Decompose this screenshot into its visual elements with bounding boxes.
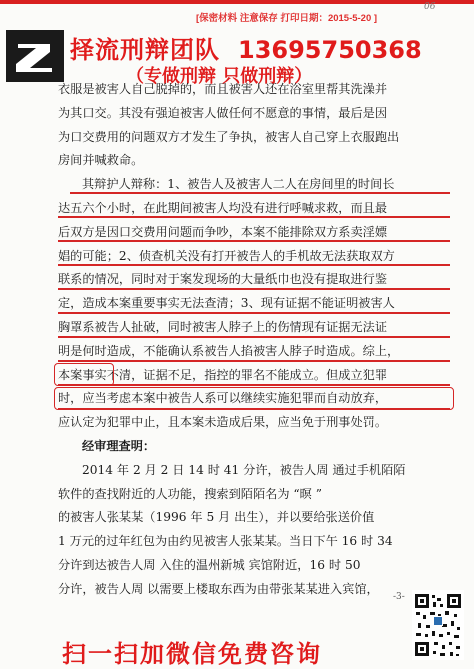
text-line: 房间并喊救命。	[58, 153, 144, 168]
red-underline	[58, 384, 450, 386]
text-line: 软件的查找附近的人功能，搜索到陌陌名为 “暝 ”	[58, 486, 322, 501]
banner-subtitle: （专做刑辩 只做刑辩）	[126, 66, 313, 87]
text-line: 本案事实不清，证据不足，指控的罪名不能成立。但成立犯罪	[58, 367, 388, 382]
red-underline	[58, 264, 450, 266]
text-line: 为口交费用的问题双方才发生了争执，被害人自己穿上衣服跑出	[58, 129, 400, 144]
text-line: 1 万元的过年红包为由约见被害人张某某。当日下午 16 时 34	[58, 534, 393, 549]
red-underline	[58, 336, 450, 338]
red-circle-mark	[54, 363, 114, 386]
text-line: 的被害人张某某（1996 年 5 月 出生），并以要给张送价值	[58, 510, 375, 525]
text-line: 胸罩系被告人扯破，同时被害人脖子上的伤情现有证据无法证	[58, 319, 388, 334]
print-header-note: [保密材料 注意保存 打印日期：2015-5-20 ]	[196, 13, 378, 24]
footer-consult-text: 扫一扫加微信免费咨询	[62, 640, 322, 668]
text-line: 为其口交。其没有强迫被害人做任何不愿意的事情，最后是因	[58, 105, 388, 120]
banner-phone: 13695750368	[238, 36, 422, 64]
banner-title	[70, 30, 422, 65]
text-line: 明是何时造成，不能确认系被告人掐被害人脖子时造成。综上，	[58, 343, 400, 358]
red-underline	[58, 240, 450, 242]
red-underline	[70, 192, 450, 194]
page-number: -3-	[393, 592, 405, 602]
text-line: 应认定为犯罪中止，且本案未造成后果，应当免于刑事处罚。	[58, 415, 388, 430]
text-line: 联系的情况，同时对于案发现场的大量纸巾也没有提取进行鉴	[58, 272, 388, 287]
text-line: 分许到达被告人周 入住的温州新城 宾馆附近，16 时 50	[58, 557, 361, 572]
red-underline	[58, 312, 450, 314]
top-red-rule	[0, 0, 474, 4]
handwritten-page-number: 06	[424, 2, 436, 12]
qr-code-icon	[412, 590, 464, 660]
text-line: 其辩护人辩称：1、被告人及被害人二人在房间里的时间长	[82, 177, 395, 192]
red-underline	[58, 360, 450, 362]
red-underline	[58, 288, 450, 290]
text-line: 定，造成本案重要事实无法查清；3、现有证据不能证明被害人	[58, 296, 395, 311]
text-line: 后双方是因口交费用问题而争吵，本案不能排除双方系卖淫嫖	[58, 224, 388, 239]
text-line: 2014 年 2 月 2 日 14 时 41 分许，被告人周 通过手机陌陌	[82, 462, 406, 477]
team-logo-icon	[6, 30, 64, 82]
text-line: 娼的可能；2、侦查机关没有打开被告人的手机故无法获取双方	[58, 248, 395, 263]
red-underline	[58, 216, 450, 218]
text-line: 衣服是被害人自己脱掉的，而且被害人还在浴室里帮其洗澡并	[58, 82, 388, 96]
red-circle-mark	[54, 387, 454, 410]
text-line: 达五六个小时，在此期间被害人均没有进行呼喊求救，而且最	[58, 200, 388, 215]
banner-team-name: 择流刑辩团队	[70, 36, 220, 64]
document-body	[58, 78, 450, 602]
section-heading: 经审理查明：	[82, 438, 156, 453]
text-line: 分许，被告人周 以需要上楼取东西为由带张某某进入宾馆，	[58, 581, 379, 596]
text-line: 时，应当考虑本案中被告人系可以继续实施犯罪而自动放弃，	[58, 391, 388, 406]
